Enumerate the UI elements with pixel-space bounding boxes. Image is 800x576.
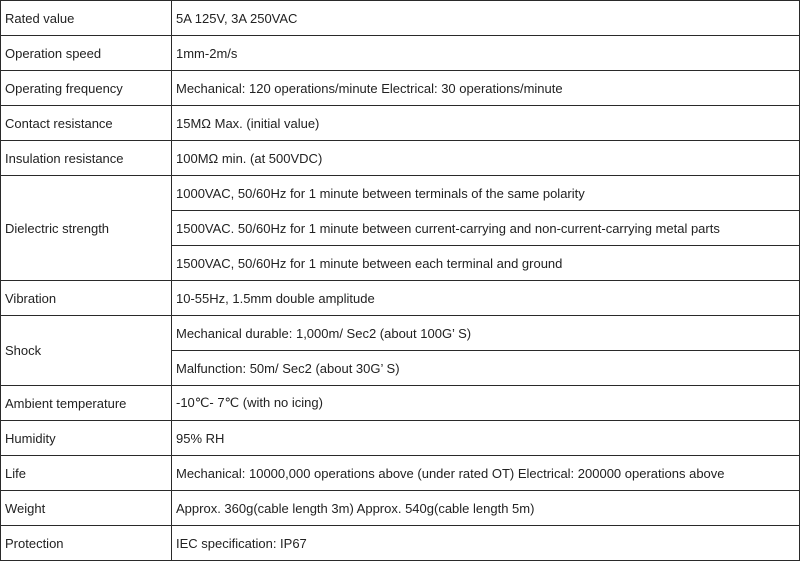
table-row-ambient-temperature — [1, 386, 800, 421]
table-row-dielectric-strength — [1, 176, 800, 211]
row-value: 1500VAC. 50/60Hz for 1 minute between current-carrying and non-current-carrying metal parts — [172, 211, 800, 246]
row-label: Vibration — [1, 281, 172, 316]
row-value: 1500VAC, 50/60Hz for 1 minute between each terminal and ground — [172, 246, 800, 281]
row-label: Dielectric strength — [1, 176, 172, 281]
row-value: Mechanical: 10000,000 operations above (under rated OT) Electrical: 200000 operations above — [172, 456, 800, 491]
row-label: Protection — [1, 526, 172, 561]
table-row-shock — [1, 316, 800, 351]
spec-table-body — [1, 1, 800, 561]
table-row-operation-speed — [1, 36, 800, 71]
row-label: Shock — [1, 316, 172, 386]
row-label: Operating frequency — [1, 71, 172, 106]
row-value: 1000VAC, 50/60Hz for 1 minute between terminals of the same polarity — [172, 176, 800, 211]
row-label: Ambient temperature — [1, 386, 172, 421]
table-row-humidity — [1, 421, 800, 456]
row-label: Operation speed — [1, 36, 172, 71]
row-value: 5A 125V, 3A 250VAC — [172, 1, 800, 36]
row-value: 100MΩ min. (at 500VDC) — [172, 141, 800, 176]
row-label: Humidity — [1, 421, 172, 456]
row-value: Malfunction: 50m/ Sec2 (about 30G’ S) — [172, 351, 800, 386]
row-label: Weight — [1, 491, 172, 526]
row-value: Approx. 360g(cable length 3m) Approx. 540g(cable length 5m) — [172, 491, 800, 526]
row-value: 1mm-2m/s — [172, 36, 800, 71]
row-value: IEC specification: IP67 — [172, 526, 800, 561]
table-row-contact-resistance — [1, 106, 800, 141]
table-row-rated-value — [1, 1, 800, 36]
row-value: Mechanical durable: 1,000m/ Sec2 (about 100G’ S) — [172, 316, 800, 351]
row-value: 15MΩ Max. (initial value) — [172, 106, 800, 141]
row-value: Mechanical: 120 operations/minute Electrical: 30 operations/minute — [172, 71, 800, 106]
table-row-insulation-resistance — [1, 141, 800, 176]
row-label: Life — [1, 456, 172, 491]
table-row-operating-frequency — [1, 71, 800, 106]
row-value: 95% RH — [172, 421, 800, 456]
row-label: Insulation resistance — [1, 141, 172, 176]
table-row-weight — [1, 491, 800, 526]
table-row-vibration — [1, 281, 800, 316]
table-row-life — [1, 456, 800, 491]
table-row-protection — [1, 526, 800, 561]
row-value: 10-55Hz, 1.5mm double amplitude — [172, 281, 800, 316]
row-value: -10℃- 7℃ (with no icing) — [172, 386, 800, 421]
row-label: Contact resistance — [1, 106, 172, 141]
row-label: Rated value — [1, 1, 172, 36]
